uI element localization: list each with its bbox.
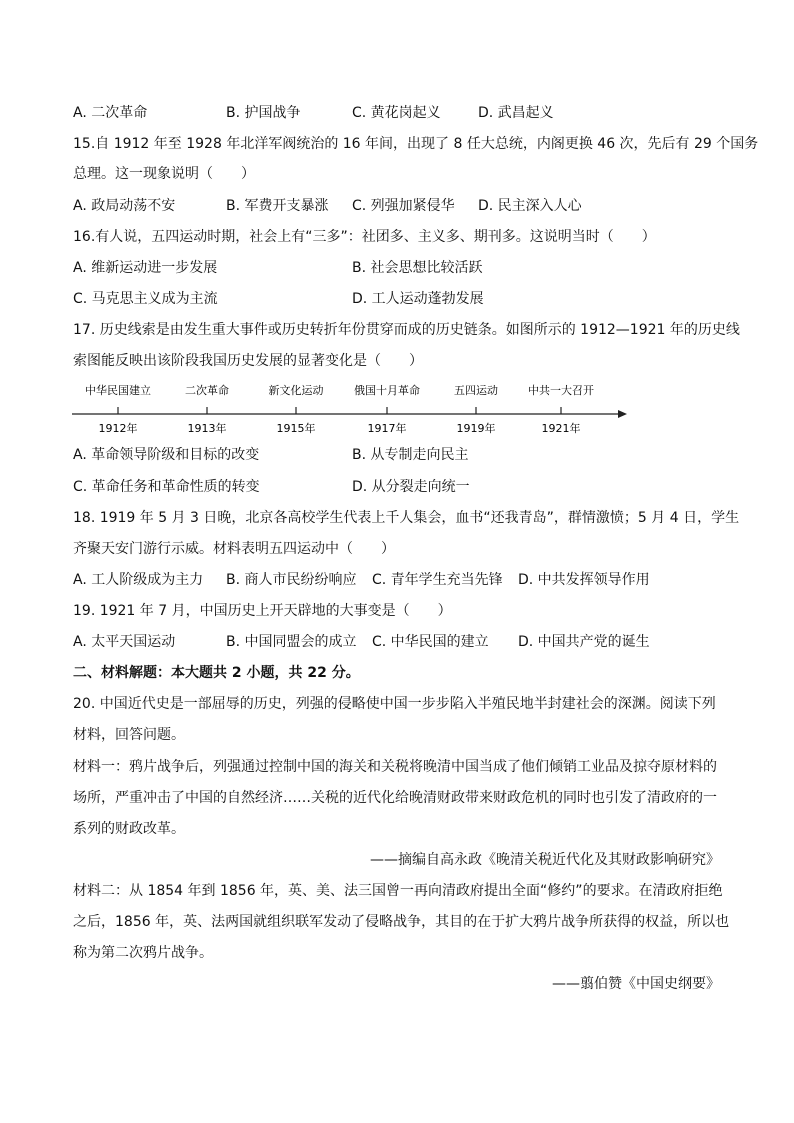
timeline-year-6: 1921年	[541, 422, 581, 435]
timeline-year-1: 1912年	[98, 422, 138, 435]
q15-stem-line1: 15.自 1912 年至 1928 年北洋军阀统治的 16 年间，出现了 8 任大总统，内阁更换 46 次，先后有 29 个国务	[73, 136, 759, 152]
material1-source: ——摘编自高永政《晚清关税近代化及其财政影响研究》	[370, 852, 720, 868]
material2-line1: 材料二：从 1854 年到 1856 年，英、美、法三国曾一再向清政府提出全面“修约”的要求。在清政府拒绝	[73, 883, 723, 899]
q18-option-a: A. 工人阶级成为主力	[73, 572, 204, 588]
q15-option-b: B. 军费开支暴涨	[226, 198, 329, 214]
timeline-year-5: 1919年	[456, 422, 496, 435]
timeline-event-6: 中共一大召开	[528, 384, 594, 397]
q15-option-c: C. 列强加紧侵华	[352, 198, 455, 214]
q18-option-b: B. 商人市民纷纷响应	[226, 572, 357, 588]
q15-stem-line2: 总理。这一现象说明（ ）	[73, 166, 255, 182]
q17-option-b: B. 从专制走向民主	[352, 447, 469, 463]
material2-line3: 称为第二次鸦片战争。	[73, 945, 213, 961]
q16-option-c: C. 马克思主义成为主流	[73, 291, 218, 307]
q17-stem-line2: 索图能反映出该阶段我国历史发展的显著变化是（ ）	[73, 353, 423, 369]
q19-option-a: A. 太平天国运动	[73, 634, 176, 650]
q17-stem-line1: 17. 历史线索是由发生重大事件或历史转折年份贯穿而成的历史链条。如图所示的 1912—1921 年的历史线	[73, 322, 740, 338]
timeline-arrow	[618, 410, 627, 418]
q17-option-a: A. 革命领导阶级和目标的改变	[73, 447, 260, 463]
q14-option-b: B. 护国战争	[226, 105, 301, 121]
q17-option-d: D. 从分裂走向统一	[352, 479, 470, 495]
timeline-year-4: 1917年	[367, 422, 407, 435]
material2-source: ——翦伯赞《中国史纲要》	[552, 976, 720, 992]
q15-option-d: D. 民主深入人心	[478, 198, 582, 214]
q18-stem-line1: 18. 1919 年 5 月 3 日晚，北京各高校学生代表上千人集会，血书“还我青岛”，群情激愤；5 月 4 日，学生	[73, 510, 740, 526]
q18-option-d: D. 中共发挥领导作用	[518, 572, 650, 588]
q15-option-a: A. 政局动荡不安	[73, 198, 176, 214]
timeline-event-3: 新文化运动	[268, 384, 324, 397]
material1-line3: 系列的财政改革。	[73, 821, 185, 837]
q16-stem: 16.有人说，五四运动时期，社会上有“三多”：社团多、主义多、期刊多。这说明当时（ ）	[73, 229, 656, 245]
timeline-year-3: 1915年	[276, 422, 316, 435]
timeline-event-4: 俄国十月革命	[354, 384, 420, 397]
q19-option-b: B. 中国同盟会的成立	[226, 634, 357, 650]
timeline-event-5: 五四运动	[454, 384, 498, 397]
timeline-diagram	[66, 374, 632, 436]
material1-line1: 材料一：鸦片战争后，列强通过控制中国的海关和关税将晚清中国当成了他们倾销工业品及掠夺原材料的	[73, 759, 717, 775]
q19-stem: 19. 1921 年 7 月，中国历史上开天辟地的大事变是（ ）	[73, 603, 452, 619]
timeline-event-1: 中华民国建立	[85, 384, 151, 397]
q17-option-c: C. 革命任务和革命性质的转变	[73, 479, 260, 495]
q19-option-c: C. 中华民国的建立	[372, 634, 489, 650]
q14-option-c: C. 黄花岗起义	[352, 105, 441, 121]
q14-option-d: D. 武昌起义	[478, 105, 554, 121]
q14-option-a: A. 二次革命	[73, 105, 148, 121]
q18-stem-line2: 齐聚天安门游行示威。材料表明五四运动中（ ）	[73, 541, 395, 557]
material1-line2: 场所，严重冲击了中国的自然经济……关税的近代化给晚清财政带来财政危机的同时也引发了清政府的一	[73, 790, 717, 806]
material2-line2: 之后，1856 年，英、法两国就组织联军发动了侵略战争，其目的在于扩大鸦片战争所获得的权益，所以也	[73, 914, 730, 930]
timeline-year-2: 1913年	[187, 422, 227, 435]
q18-option-c: C. 青年学生充当先锋	[372, 572, 503, 588]
q16-option-d: D. 工人运动蓬勃发展	[352, 291, 484, 307]
q16-option-b: B. 社会思想比较活跃	[352, 260, 483, 276]
q20-stem-line2: 材料，回答问题。	[73, 727, 185, 743]
q16-option-a: A. 维新运动进一步发展	[73, 260, 218, 276]
timeline-event-2: 二次革命	[185, 384, 229, 397]
q20-stem-line1: 20. 中国近代史是一部屈辱的历史，列强的侵略使中国一步步陷入半殖民地半封建社会的深渊。阅读下列	[73, 696, 716, 712]
section2-heading: 二、材料解题：本大题共 2 小题，共 22 分。	[73, 665, 360, 681]
q19-option-d: D. 中国共产党的诞生	[518, 634, 650, 650]
